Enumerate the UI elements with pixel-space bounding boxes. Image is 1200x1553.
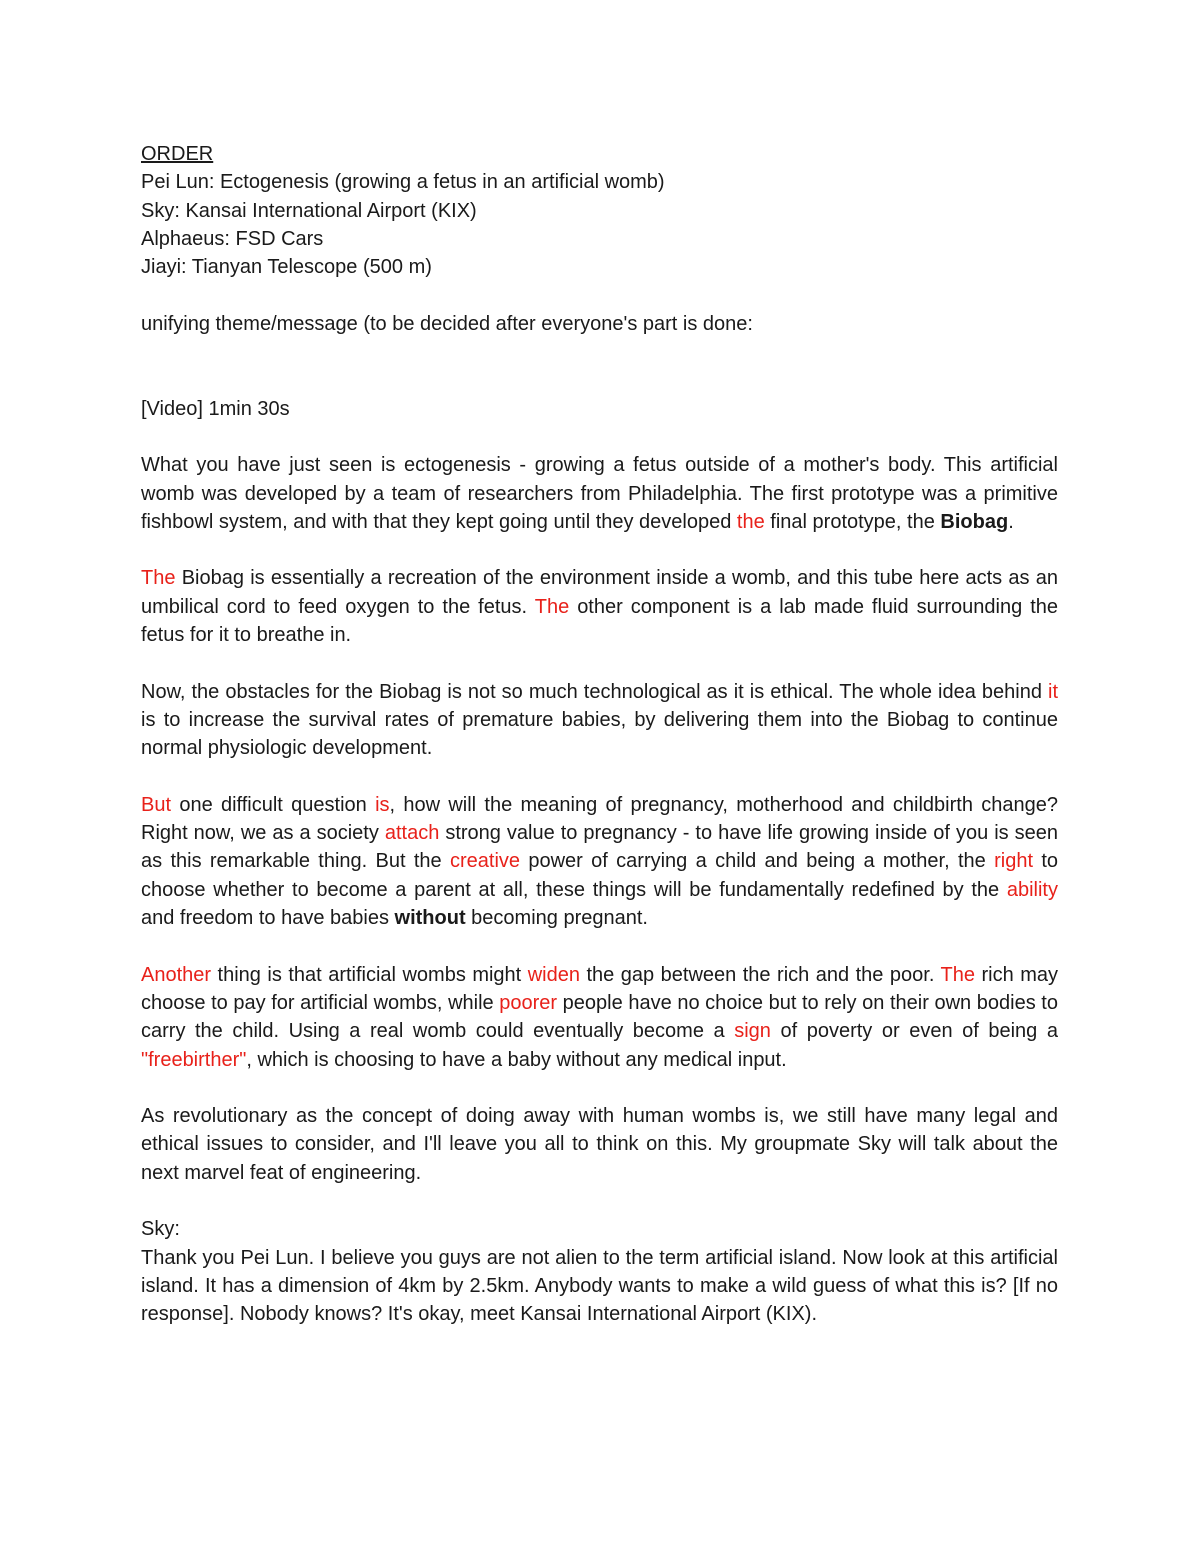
text-segment: power of carrying a child and being a mother, the — [520, 850, 995, 873]
order-line-jiayi: Jiayi: Tianyan Telescope (500 m) — [141, 256, 432, 279]
text-segment: thing is that artificial wombs might — [211, 963, 528, 986]
highlighted-word: attach — [384, 822, 440, 845]
spacer — [141, 281, 1058, 309]
text-segment: rich may choose to pay for artificial wombs, while — [141, 963, 1059, 1014]
highlighted-word: But — [141, 793, 172, 816]
text-segment: to choose whether to become a parent at all, these things will be fundamentally redefined by the — [141, 850, 1059, 901]
order-line-alphaeus: Alphaeus: FSD Cars — [141, 227, 324, 250]
text-segment: Now, the obstacles for the Biobag is not so much technological as it is ethical. The whole idea behind — [141, 680, 1048, 703]
highlighted-word: creative — [450, 850, 521, 873]
highlighted-word: The — [534, 595, 570, 618]
text-segment: people have no choice but to rely on their own bodies to carry the child. Using a real womb could eventually become a — [141, 991, 1058, 1043]
text-segment: of poverty or even of being a — [770, 1020, 1058, 1043]
text-segment: is to increase the survival rates of premature babies, by delivering them into the Biobag to continue normal physiologic development. — [141, 708, 1058, 760]
text-segment: Biobag is essentially a recreation of the environment inside a womb, and this tube here acts as an umbilical cord to feed oxygen to the fetus. — [141, 567, 1058, 618]
document-body — [141, 140, 1058, 1328]
paragraph-sky-intro: Thank you Pei Lun. I believe you guys are not alien to the term artificial island. Now look at this artificial island. It has a dimension of 4km by 2.5km. Anybody wants to make a wild guess of what this is? [If no response]. Nobody knows? It's okay, meet Kansai International Airport (KIX). — [141, 1246, 1058, 1326]
highlighted-word: the — [736, 510, 765, 533]
paragraph-ectogenesis-intro — [141, 451, 1058, 536]
spacer — [141, 763, 1058, 791]
highlighted-word: widen — [527, 963, 580, 986]
spacer — [141, 932, 1058, 960]
text-segment: strong value to pregnancy - to have life growing inside of you is seen as this remarkable thing. But the — [141, 822, 1058, 873]
spacer — [141, 536, 1058, 564]
text-segment: . — [1008, 510, 1014, 533]
highlighted-word: The — [940, 963, 976, 986]
highlighted-word: it — [1048, 680, 1058, 703]
order-line-sky: Sky: Kansai International Airport (KIX) — [141, 199, 477, 222]
text-segment: , how will the meaning of pregnancy, motherhood and childbirth change? Right now, we as a society — [141, 793, 1058, 845]
text-segment: other component is a lab made fluid surrounding the fetus for it to breathe in. — [141, 595, 1059, 647]
text-segment: As revolutionary as the concept of doing away with human wombs is, we still have many legal and ethical issues to consider, and I'll leave you all to think on this. My groupmate Sky will talk about the next marvel feat of engineering. — [141, 1105, 1058, 1184]
highlighted-word: ability — [1006, 878, 1058, 901]
theme-line: unifying theme/message (to be decided after everyone's part is done: — [141, 312, 753, 335]
text-segment: , which is choosing to have a baby without any medical input. — [246, 1048, 787, 1071]
text-segment: the gap between the rich and the poor. — [580, 963, 941, 986]
highlighted-word: The — [141, 567, 176, 590]
spacer — [141, 1187, 1058, 1215]
text-segment: final prototype, the — [764, 510, 941, 533]
paragraph-conclusion — [141, 1102, 1058, 1187]
paragraph-pregnancy-question — [141, 791, 1058, 932]
text-segment: becoming pregnant. — [465, 907, 648, 930]
text-segment: and freedom to have babies — [141, 907, 395, 930]
video-line: [Video] 1min 30s — [141, 397, 290, 420]
text-segment: one difficult question — [171, 793, 376, 816]
highlighted-word: "freebirther" — [141, 1048, 247, 1071]
highlighted-word: Another — [141, 963, 212, 986]
spacer — [141, 338, 1058, 395]
highlighted-word: right — [994, 850, 1033, 873]
spacer — [141, 423, 1058, 451]
sky-label: Sky: — [141, 1218, 180, 1241]
paragraph-biobag-description — [141, 564, 1058, 649]
highlighted-word: poorer — [499, 991, 558, 1014]
paragraph-obstacles — [141, 678, 1058, 763]
highlighted-word: sign — [734, 1020, 771, 1043]
paragraph-rich-poor-gap — [141, 961, 1058, 1074]
spacer — [141, 1074, 1058, 1102]
highlighted-word: is — [375, 793, 390, 816]
spacer — [141, 649, 1058, 677]
order-heading: ORDER — [141, 143, 214, 165]
bold-word: Biobag — [940, 510, 1009, 533]
bold-word: without — [394, 907, 466, 930]
text-segment: What you have just seen is ectogenesis - growing a fetus outside of a mother's body. This artificial womb was developed by a team of researchers from Philadelphia. The first prototype was a primitive fishbowl system, and with that they kept going until they developed — [141, 454, 1058, 533]
order-line-pei-lun: Pei Lun: Ectogenesis (growing a fetus in an artificial womb) — [141, 171, 665, 194]
